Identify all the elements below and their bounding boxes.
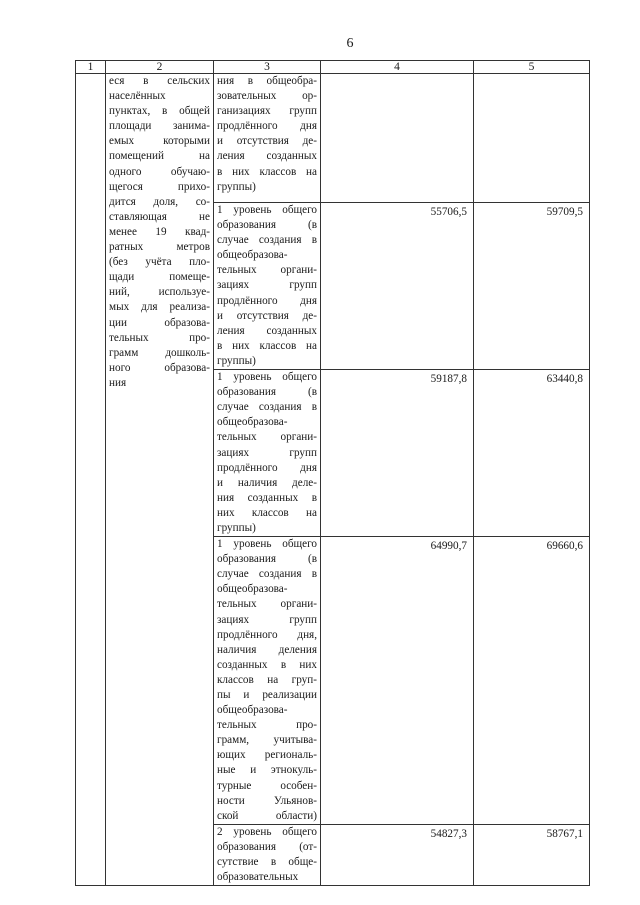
text-line: 2 уровень общего <box>217 825 317 838</box>
page-number: 6 <box>346 36 354 51</box>
col3-text-cell <box>214 824 321 885</box>
col3-text-cell <box>214 537 321 825</box>
text-line: еся в сельских <box>109 75 210 87</box>
text-line: грамм дошколь- <box>109 346 210 359</box>
text-line: 1 уровень общего <box>217 371 317 384</box>
column-header: 4 <box>321 61 474 74</box>
text-line: пунктах, в общей <box>109 105 210 118</box>
text-line: ции образова- <box>109 316 210 329</box>
text-line: сутствие в обще- <box>217 856 317 869</box>
text-line: менее 19 квад- <box>109 225 210 238</box>
text-line: ставляющая не <box>109 210 210 223</box>
text-line: продлённого дня, <box>217 628 317 641</box>
text-line: пы и реализации <box>217 689 317 701</box>
text-line: общеобразова- <box>217 704 288 717</box>
value-col4 <box>321 74 474 203</box>
text-line: классов на груп- <box>217 673 317 686</box>
text-line: одного обучаю- <box>109 165 210 178</box>
text-line: образования (в <box>217 553 317 566</box>
text-line: зациях групп <box>217 613 317 626</box>
table-header-row <box>76 61 590 74</box>
text-line: зовательных ор- <box>217 90 317 103</box>
value-col4: 64990,7 <box>321 537 474 825</box>
text-line: ния <box>109 376 127 389</box>
text-line: ного образова- <box>109 361 210 374</box>
text-line: случае создания в <box>217 401 317 414</box>
text-line: общеобразова- <box>217 416 288 429</box>
col3-text-cell <box>214 203 321 370</box>
text-line: ний, используе- <box>109 286 210 299</box>
col3-text-cell <box>214 370 321 537</box>
text-line: в них классов на <box>217 165 317 178</box>
text-line: мых для реализа- <box>109 301 210 314</box>
value-col4: 55706,5 <box>321 203 474 370</box>
text-line: ления созданных <box>217 150 317 163</box>
text-line: щегося прихо- <box>109 180 210 193</box>
text-line: созданных в них <box>217 658 317 671</box>
text-line: образования (в <box>217 386 317 399</box>
text-line: тельных про- <box>109 331 210 344</box>
text-line: емых которыми <box>109 135 210 148</box>
text-line: ской области) <box>217 809 317 822</box>
tariff-table <box>75 60 590 886</box>
text-line: наличия деления <box>217 643 317 656</box>
text-line: и наличия деле- <box>217 476 317 489</box>
text-line: (без учёта пло- <box>109 256 210 269</box>
text-line: грамм, учитыва- <box>217 734 317 747</box>
text-line: ления созданных <box>217 324 317 337</box>
value-col5: 58767,1 <box>474 824 590 885</box>
text-line: тельных органи- <box>217 264 317 277</box>
text-line: случае создания в <box>217 234 317 247</box>
text-line: щади помеще- <box>109 271 210 284</box>
text-line: ния созданных в <box>217 491 317 504</box>
text-line: зациях групп <box>217 279 317 292</box>
text-line: и отсутствия де- <box>217 309 317 322</box>
text-line: ные и этнокуль- <box>217 764 317 777</box>
text-line: зациях групп <box>217 446 317 459</box>
text-line: группы) <box>217 180 256 193</box>
table-row <box>76 74 590 203</box>
text-line: продлённого дня <box>217 120 317 133</box>
value-col5: 59709,5 <box>474 203 590 370</box>
col1-cell <box>76 74 106 886</box>
text-line: образовательных <box>217 871 299 884</box>
column-header: 5 <box>474 61 590 74</box>
text-line: помещений на <box>109 150 210 163</box>
column-header: 2 <box>106 61 214 74</box>
text-line: образования (от- <box>217 840 317 853</box>
text-line: 1 уровень общего <box>217 538 317 551</box>
text-line: общеобразова- <box>217 583 288 596</box>
text-line: ности Ульянов- <box>217 794 317 807</box>
text-line: ния в общеобра- <box>217 75 317 87</box>
text-line: общеобразова- <box>217 249 288 262</box>
text-line: тельных органи- <box>217 598 317 611</box>
text-line: населённых <box>109 90 166 103</box>
text-line: и отсутствия де- <box>217 135 317 148</box>
text-line: площади занима- <box>109 120 210 133</box>
text-line: группы) <box>217 354 256 367</box>
col2-text-cell <box>106 74 214 886</box>
value-col5 <box>474 74 590 203</box>
text-line: продлённого дня <box>217 461 317 474</box>
text-line: ганизациях групп <box>217 105 317 118</box>
text-line: турные особен- <box>217 779 317 792</box>
text-line: дится доля, со- <box>109 195 210 208</box>
col3-text-cell <box>214 74 321 203</box>
text-line: ратных метров <box>109 241 210 254</box>
text-line: 1 уровень общего <box>217 204 317 216</box>
value-col4: 59187,8 <box>321 370 474 537</box>
text-line: в них классов на <box>217 339 317 352</box>
text-line: тельных про- <box>217 719 317 732</box>
text-line: тельных органи- <box>217 431 317 444</box>
text-line: группы) <box>217 521 256 534</box>
text-line: продлённого дня <box>217 294 317 307</box>
value-col5: 63440,8 <box>474 370 590 537</box>
column-header: 1 <box>76 61 106 74</box>
text-line: ющих региональ- <box>217 749 317 762</box>
value-col5: 69660,6 <box>474 537 590 825</box>
column-header: 3 <box>214 61 321 74</box>
text-line: них классов на <box>217 506 317 519</box>
text-line: образования (в <box>217 219 317 232</box>
value-col4: 54827,3 <box>321 824 474 885</box>
text-line: случае создания в <box>217 568 317 581</box>
